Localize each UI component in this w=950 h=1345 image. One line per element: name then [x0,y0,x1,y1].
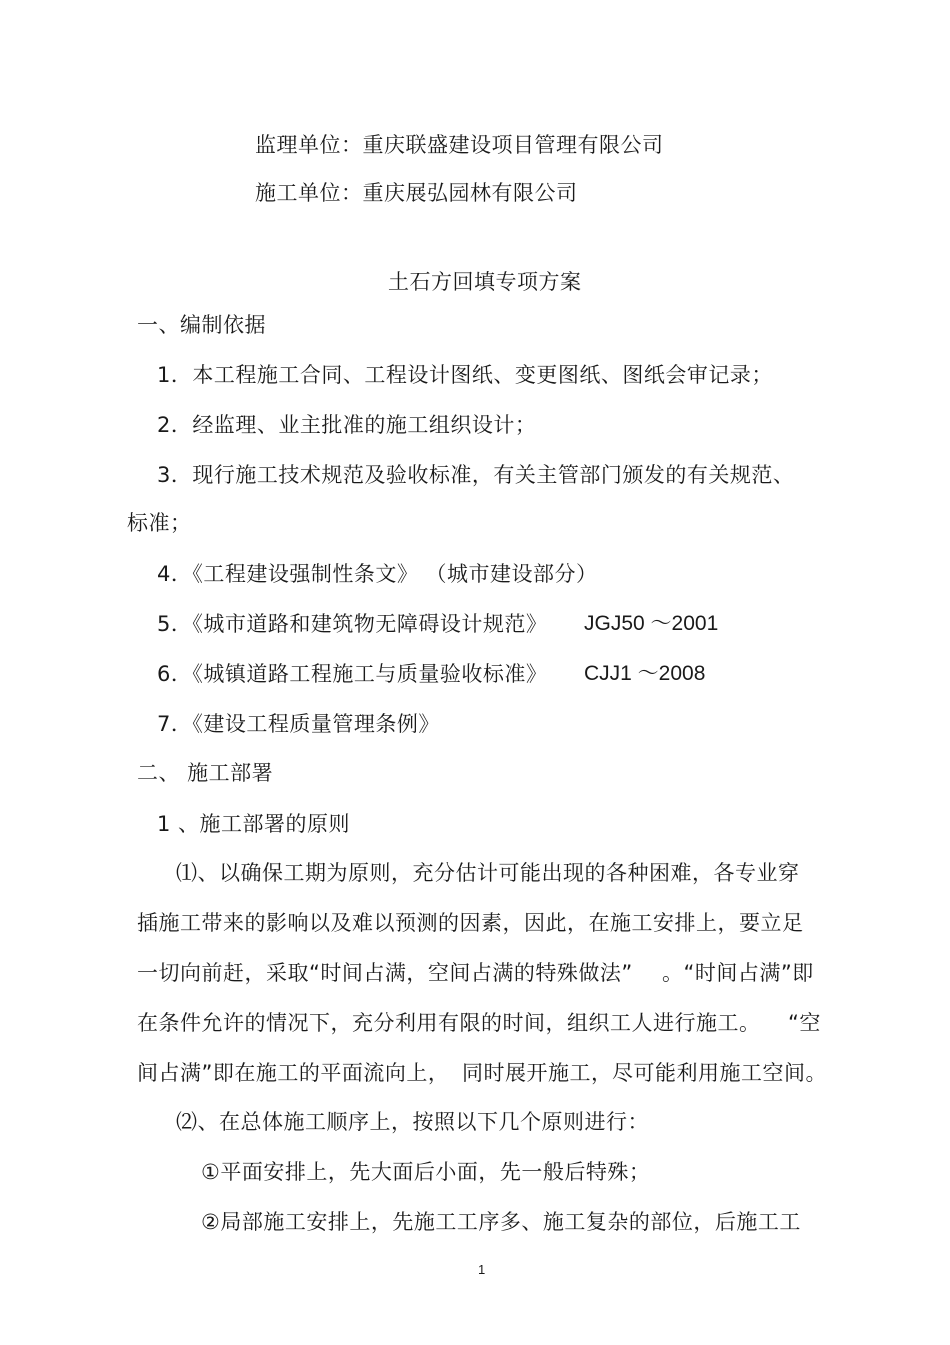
document-title: 土石方回填专项方案 [388,270,582,294]
principle-para-1-line-5: 间占满”即在施工的平面流向上， [137,1061,450,1085]
principle-para-1-line-5-mid: 同时展开施工， [462,1061,613,1085]
basis-item-6-code: CJJ1 ～2008 [584,662,706,685]
basis-item-3: 3．现行施工技术规范及验收标准，有关主管部门颁发的有关规范、 [157,463,795,487]
section-heading-deployment: 二、 施工部署 [137,761,274,785]
basis-item-4: 4．《工程建设强制性条文》 （城市建设部分） [157,562,598,586]
principle-rule-2: ②局部施工安排上，先施工工序多、施工复杂的部位，后施工工 [201,1210,801,1234]
principle-rule-1: ①平面安排上，先大面后小面，先一般后特殊； [201,1160,651,1184]
principle-para-1-line-2: 插施工带来的影响以及难以预测的因素，因此，在施工安排上，要立足 [137,911,804,935]
contractor-unit: 施工单位：重庆展弘园林有限公司 [255,181,578,205]
principle-para-2: ⑵、在总体施工顺序上，按照以下几个原则进行： [176,1110,649,1134]
basis-item-1: 1．本工程施工合同、工程设计图纸、变更图纸、图纸会审记录； [157,363,773,387]
principle-para-1-line-5-end: 尽可能利用施工空间。 [612,1061,827,1085]
basis-item-5-code: JGJ50 ～2001 [584,612,719,635]
deployment-principle-heading: 1 、施工部署的原则 [157,812,351,836]
section-heading-basis: 一、编制依据 [137,313,266,337]
basis-item-3-continued: 标准； [127,511,192,535]
principle-para-1-line-3-end: 。“时间占满”即 [662,961,814,985]
basis-item-7: 7．《建设工程质量管理条例》 [157,712,440,736]
principle-para-1-line-4-end: “空 [788,1011,821,1035]
basis-item-2: 2．经监理、业主批准的施工组织设计； [157,413,537,437]
supervisor-unit: 监理单位：重庆联盛建设项目管理有限公司 [255,133,664,157]
basis-item-6: 6．《城镇道路工程施工与质量验收标准》 [157,662,548,686]
principle-para-1-line-3: 一切向前赶，采取“时间占满，空间占满的特殊做法” [137,961,633,985]
page-number: 1 [478,1262,486,1277]
basis-item-5: 5．《城市道路和建筑物无障碍设计规范》 [157,612,548,636]
principle-para-1-line-1: ⑴、以确保工期为原则，充分估计可能出现的各种困难，各专业穿 [176,861,800,885]
principle-para-1-line-4: 在条件允许的情况下，充分利用有限的时间，组织工人进行施工。 [137,1011,761,1035]
